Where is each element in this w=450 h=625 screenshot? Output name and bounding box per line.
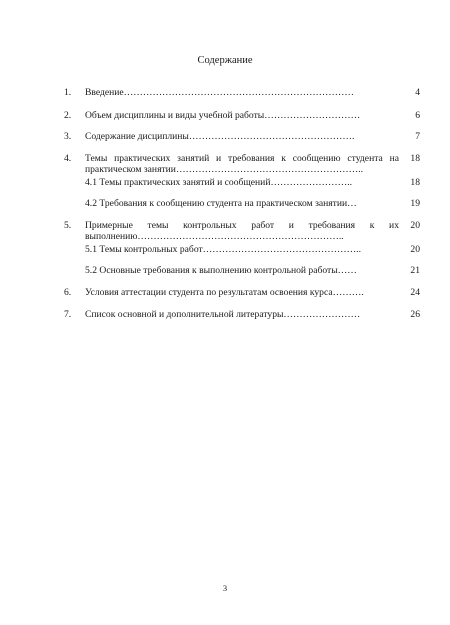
toc-entry-number: 3.	[64, 131, 72, 142]
toc-entry-page: 7	[415, 131, 420, 142]
toc-entry-number: 6.	[64, 287, 72, 298]
toc-entry-text: 5.1 Темы контрольных работ…………………………………………..	[85, 244, 361, 255]
toc-entry-text: Содержание дисциплины…………………………………………….	[85, 131, 355, 142]
toc-title: Содержание	[197, 55, 253, 66]
toc-entry-page: 21	[410, 265, 420, 276]
toc-entry-page: 19	[410, 198, 420, 209]
toc-entry-text: Темы практических занятий и требования к сообщению студента на практическом занятии…………………………………………………..	[85, 153, 399, 175]
toc-entry	[64, 220, 419, 242]
toc-entry-page: 4	[415, 87, 420, 98]
toc-entry-page: 20	[410, 244, 420, 255]
toc-entry-number: 1.	[64, 87, 72, 98]
toc-entry-text: Введение………………………………………………………………	[85, 87, 354, 98]
toc-entry-page: 18	[410, 153, 420, 164]
toc-entry	[64, 153, 419, 175]
toc-entry-number: 5.	[64, 220, 72, 231]
toc-entry-page: 6	[415, 110, 420, 121]
toc-entry-text: Примерные темы контрольных работ и требования к их выполнению………………………………………………………..	[85, 220, 399, 242]
page-number: 3	[222, 583, 228, 593]
toc-entry-page: 20	[410, 220, 420, 231]
toc-entry-number: 4.	[64, 153, 72, 164]
toc-entry-number: 7.	[64, 309, 72, 320]
toc-entry-page: 26	[410, 309, 420, 320]
toc-entry-text: Условия аттестации студента по результатам освоения курса……….	[85, 287, 364, 298]
toc-entry-page: 24	[410, 287, 420, 298]
toc-entry-text: 4.1 Темы практических занятий и сообщений……………………..	[85, 177, 352, 188]
toc-entry-text: Объем дисциплины и виды учебной работы…………………………	[85, 110, 361, 121]
toc-entry-text: 5.2 Основные требования к выполнению контрольной работы……	[85, 265, 357, 276]
toc-entry-page: 18	[410, 177, 420, 188]
toc-entry-number: 2.	[64, 110, 72, 121]
toc-entry-text: Список основной и дополнительной литературы……………………	[85, 309, 361, 320]
toc-entry-text: 4.2 Требования к сообщению студента на практическом занятии…	[85, 198, 357, 209]
